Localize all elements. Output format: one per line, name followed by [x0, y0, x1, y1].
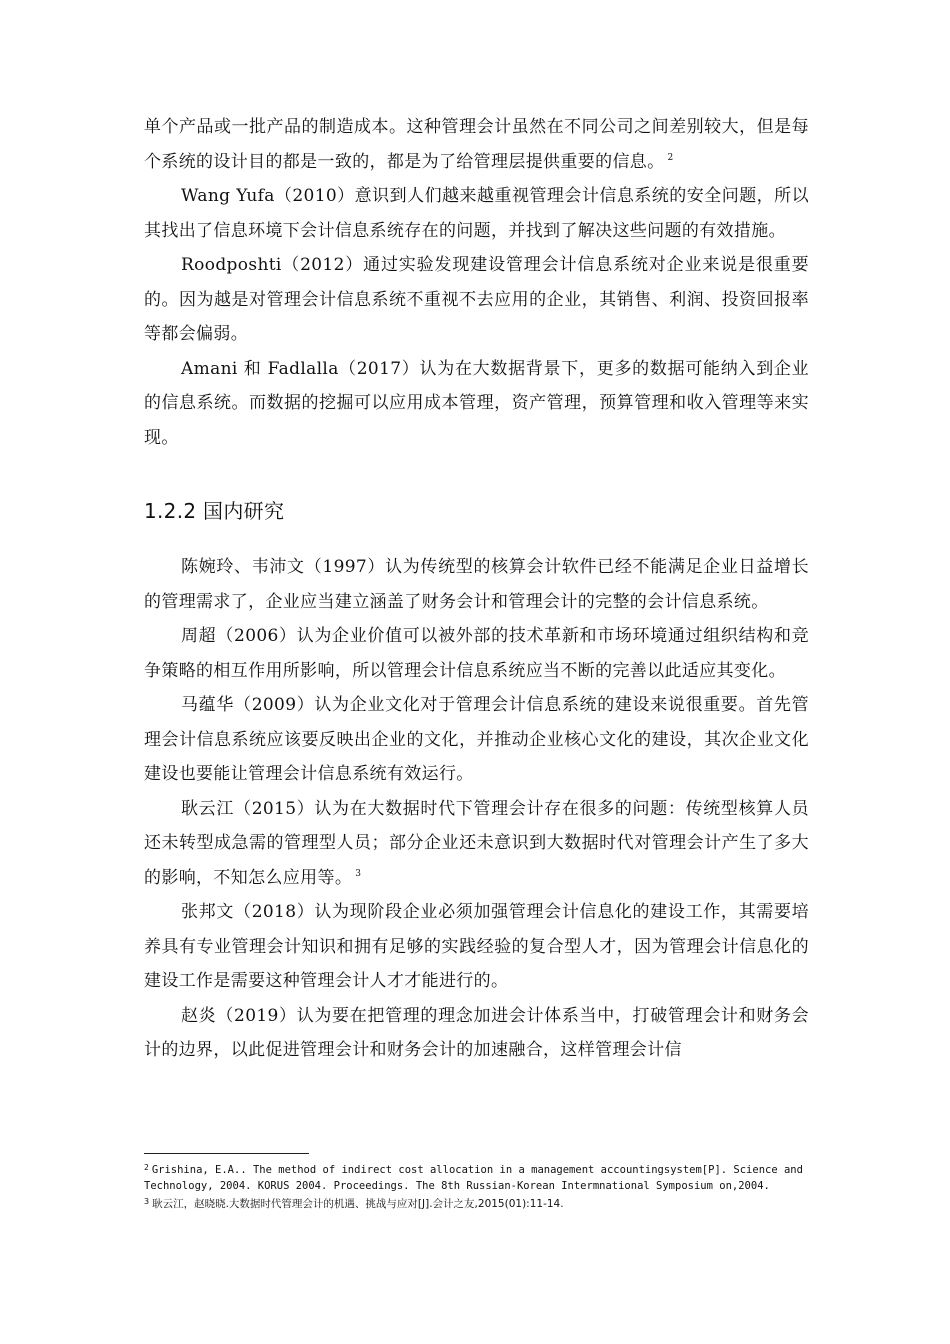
footnote-reference[interactable]: 2	[667, 152, 674, 163]
footnote-text: 耿云江，赵晓晓.大数据时代管理会计的机遇、挑战与应对[J].会计之友,2015(01):11-14.	[152, 1198, 564, 1210]
footnote-divider	[144, 1153, 309, 1154]
paragraph-ma-yunhua: 马蕴华（2009）认为企业文化对于管理会计信息系统的建设来说很重要。首先管理会计信息系统应该要反映出企业的文化，并推动企业核心文化的建设，其次企业文化建设也要能让管理会计信息系统有效运行。	[144, 695, 809, 784]
paragraph-text: 单个产品或一批产品的制造成本。这种管理会计虽然在不同公司之间差别较大，但是每个系统的设计目的都是一致的，都是为了给管理层提供重要的信息。	[144, 117, 809, 172]
body-text-domestic	[144, 550, 809, 1068]
paragraph-wang-yufa: Wang Yufa（2010）意识到人们越来越重视管理会计信息系统的安全问题，所以其找出了信息环境下会计信息系统存在的问题，并找到了解决这些问题的有效措施。	[144, 186, 809, 241]
footnote-geng-yunjiang	[144, 1194, 814, 1212]
paragraph-chen-wanling: 陈婉玲、韦沛文（1997）认为传统型的核算会计软件已经不能满足企业日益增长的管理需求了，企业应当建立涵盖了财务会计和管理会计的完整的会计信息系统。	[144, 557, 809, 612]
body-text-upper	[144, 110, 809, 455]
paragraph-text: 耿云江（2015）认为在大数据时代下管理会计存在很多的问题：传统型核算人员还未转型成急需的管理型人员；部分企业还未意识到大数据时代对管理会计产生了多大的影响，不知怎么应用等。	[144, 798, 809, 888]
paragraph-zhao-yan: 赵炎（2019）认为要在把管理的理念加进会计体系当中，打破管理会计和财务会计的边界，以此促进管理会计和财务会计的加速融合，这样管理会计信	[144, 1005, 809, 1060]
paragraph-geng-yunjiang	[144, 792, 809, 896]
paragraph-roodposhti: Roodposhti（2012）通过实验发现建设管理会计信息系统对企业来说是很重要的。因为越是对管理会计信息系统不重视不去应用的企业，其销售、利润、投资回报率等都会偏弱。	[144, 255, 809, 344]
paragraph-manufacturing-cost	[144, 110, 809, 179]
section-heading: 1.2.2 国内研究	[144, 499, 285, 523]
paragraph-amani-fadlalla: Amani 和 Fadlalla（2017）认为在大数据背景下，更多的数据可能纳入到企业的信息系统。而数据的挖掘可以应用成本管理，资产管理，预算管理和收入管理等来实现。	[144, 358, 809, 448]
paragraph-zhang-bangwen: 张邦文（2018）认为现阶段企业必须加强管理会计信息化的建设工作，其需要培养具有专业管理会计知识和拥有足够的实践经验的复合型人才，因为管理会计信息化的建设工作是需要这种管理会计人才才能进行的。	[144, 902, 809, 991]
footnote-reference[interactable]: 3	[355, 868, 362, 879]
footnote-mark: 2	[144, 1163, 149, 1172]
footnote-mark: 3	[144, 1197, 150, 1206]
footnote-text: Grishina, E.A.. The method of indirect cost allocation in a management accountingsystem[P]. Science and Technology, 2004. KORUS 2004. Proceedings. The 8th Russian-Korean Intermnational Symposium on,2004.	[144, 1164, 803, 1192]
footnote-grishina	[144, 1160, 814, 1194]
paragraph-zhou-chao: 周超（2006）认为企业价值可以被外部的技术革新和市场环境通过组织结构和竞争策略的相互作用所影响，所以管理会计信息系统应当不断的完善以此适应其变化。	[144, 626, 809, 681]
footnotes	[144, 1160, 814, 1212]
